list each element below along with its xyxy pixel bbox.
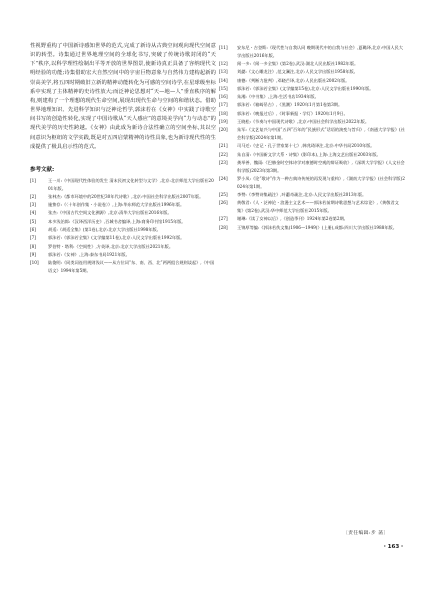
reference-item bbox=[219, 159, 405, 174]
reference-text: 李赞:《李赞诗集疏注》,叶蕙奇疏注,北京:人民文学出版社2013年版。 bbox=[237, 191, 367, 197]
reference-number: [17] bbox=[219, 102, 228, 108]
reference-item bbox=[219, 101, 405, 109]
reference-text: 陆俊明:《同类词连用规则浅议——从方位词“东、南、西、北”两两组合规则谈起》,《中国语文》1994年第5期。 bbox=[48, 260, 215, 273]
reference-number: [13] bbox=[219, 69, 228, 75]
reference-number: [11] bbox=[219, 45, 228, 50]
reference-item bbox=[30, 251, 216, 259]
reference-number: [4] bbox=[30, 210, 36, 216]
reference-number: [2] bbox=[30, 193, 36, 199]
reference-text: 罗伯特・塔利:《空间性》,方英译,北京:北京大学出版社2021年版。 bbox=[48, 243, 174, 249]
reference-item bbox=[30, 209, 216, 217]
reference-text: 朱湘:《中书集》,上海:生活书店1934年版。 bbox=[237, 94, 319, 100]
reference-number: [3] bbox=[30, 202, 36, 208]
reference-text: 黄敬君:《人・泛神论・浪漫主义艺术——郭沫若前期诗歌思想与艺术综论》,《黄敬君文集》(第2卷),武汉:华中师范大学出版社2015年版。 bbox=[237, 200, 399, 213]
editor-credit: 〔责任编辑:步 菡〕 bbox=[343, 531, 389, 536]
reference-item bbox=[219, 85, 405, 93]
reference-item bbox=[219, 77, 405, 85]
reference-item bbox=[30, 218, 216, 226]
reference-text: 龚举善、魏雨:《巴赫金时空体诗学对康德时空观的辩证吸收》,《深圳大学学报》(人文社会科学版)2023年第3期。 bbox=[237, 159, 405, 173]
reference-number: [24] bbox=[219, 175, 228, 181]
reference-number: [18] bbox=[219, 110, 228, 116]
reference-number: [15] bbox=[219, 85, 228, 91]
reference-item bbox=[219, 142, 405, 150]
reference-text: 张杰:《中国古代空间文化溯源》,北京:清华大学出版社2016年版。 bbox=[48, 210, 172, 216]
reference-number: [9] bbox=[30, 251, 36, 257]
reference-text: 郭沫若:《郭沫若全集》(文学编第15卷),北京:人民文学出版社1990年版。 bbox=[237, 85, 374, 91]
reference-text: 闻一多:《闻一多全集》(第2卷),武汉:湖北人民出版社1982年版。 bbox=[237, 61, 359, 66]
reference-text: 施蛰存:《〈十年创作集・小说卷〉》,上海:华东师范大学出版社1996年版。 bbox=[48, 202, 185, 208]
reference-number: [21] bbox=[219, 143, 228, 149]
reference-number: [1] bbox=[30, 177, 36, 183]
reference-number: [10] bbox=[30, 260, 39, 266]
reference-number: [8] bbox=[30, 243, 36, 249]
reference-item bbox=[30, 177, 216, 192]
reference-number: [20] bbox=[219, 127, 228, 133]
reference-text: 谢琳:《读了女神以后》,《创造季刊》1924年第2卷第2期。 bbox=[237, 216, 348, 222]
reference-number: [16] bbox=[219, 94, 228, 100]
reference-text: 朱军:《文艺复兴与中国“五四”百年的“民族形式”话语的演变与旨归》,《南通大学学报》(社会科学版)2024年第1期。 bbox=[237, 127, 405, 141]
reference-text: 王一川:《中国现代性体验的发生 清末民初文化转型与文学》,北京:北京师范大学出版社2001年版。 bbox=[48, 177, 214, 191]
reference-item bbox=[219, 199, 405, 214]
reference-item bbox=[30, 193, 216, 201]
reference-text: 张林杰:《都市环境中的20世纪30年代诗歌》,北京:中国社会科学出版社2007年版。 bbox=[48, 193, 204, 199]
reference-item bbox=[30, 234, 216, 242]
reference-text: 胡适:《胡适全集》(第1卷),北京:北京大学出版社1998年版。 bbox=[48, 227, 161, 233]
reference-text: 安东尼・吉登斯:《现代性与自我认同 晚期现代中的自我与社会》,夏璐译,北京:中国人民大学出版社2016年版。 bbox=[237, 45, 403, 58]
page-number: ・163・ bbox=[382, 544, 405, 550]
reference-item bbox=[219, 215, 405, 223]
reference-item bbox=[219, 151, 405, 159]
reference-number: [19] bbox=[219, 119, 228, 125]
reference-number: [28] bbox=[219, 224, 228, 230]
reference-text: 司马迁:《史记・孔子世家第十七》,韩兆琦译注,北京:中华书局2010年版。 bbox=[237, 143, 375, 149]
reference-number: [23] bbox=[219, 159, 228, 165]
references-list-right bbox=[219, 44, 405, 231]
reference-number: [5] bbox=[30, 218, 36, 224]
reference-text: 本多浅治郎:《汉译西洋历史》,百城书舍编译,上海:商务印书馆1915年版。 bbox=[48, 218, 186, 224]
reference-text: 王晓松:《节奏与中国现代诗歌》,北京:中国社会科学出版社2022年版。 bbox=[237, 119, 370, 125]
reference-number: [6] bbox=[30, 227, 36, 233]
body-paragraph: 性视野重构了中国新诗感知世界的范式,完成了新诗从古典空间观向现代空间意识的转型。诗集通过世界地理空间的全球化书写,突破了传统诗歌封闭的“天下”秩序,以科学理性绘制出平等开放的世界图景,使新诗真正具备了容纳现代文明经验的功能;诗集借助宏大自然空间中的宇宙巨物意象与自然伟力建构起新的崇高美学,将五四时期破旧立新的精神动能转化为可感的空间诗学,在星球级坐标系中实现了主体精神的史诗性放大;而泛神论思想对“天—地—人”垂直秩序的解构,则建构了一个理想的现代生命空间,展现出现代生命与空间的和谐状态。借助世界地理知识、先进科学知识与泛神论哲学,郭沫若在《女神》中实践了诗歌空间书写的创造性转化,实现了中国诗歌从“天人感应”的意境美学向“力与动态”的现代美学的历史性跨越。《女神》由此成为新诗合法性确立的空间坐标,其以空间意识为枢纽的文学实践,既是对五四启蒙精神的诗性具象,也为新诗现代性的生成提供了极具启示性的范式。 bbox=[30, 43, 216, 150]
reference-number: [22] bbox=[219, 151, 228, 157]
reference-text: 郭沫若:《箱崎吊古》,《黑潮》1920年1月第1卷第3期。 bbox=[237, 102, 343, 108]
reference-item bbox=[219, 118, 405, 126]
reference-item bbox=[219, 68, 405, 76]
reference-number: [12] bbox=[219, 61, 228, 66]
reference-item bbox=[219, 224, 405, 232]
reference-text: 郭沫若:《晚报过后》,《时事新报・学灯》1920年1月9日。 bbox=[237, 110, 348, 116]
reference-item bbox=[30, 243, 216, 251]
reference-text: 康德:《判断力批判》,邓晓芒译,北京:人民出版社2002年版。 bbox=[237, 77, 350, 83]
reference-text: 刘勰:《文心雕龙注》,范文澜注,北京:人民文学出版社1958年版。 bbox=[237, 69, 358, 75]
reference-text: 朱自清:《中国新文学大系・诗集》(影印本),上海:上海文艺出版社2003年版。 bbox=[237, 151, 381, 157]
reference-text: 罗小凤:《论“歌诗”作为一种古典诗传统的再发现与重构》,《湖南大学学报》(社会科学版)2024年第1期。 bbox=[237, 175, 405, 189]
reference-item bbox=[30, 226, 216, 234]
reference-number: [14] bbox=[219, 77, 228, 83]
reference-text: 王锦厚等编:《郭沫若佚文集(1906—1949)》(上册),成都:四川大学出版社1988年版。 bbox=[237, 224, 397, 230]
reference-text: 郭沫若:《女神》,上海:泰东书局1921年版。 bbox=[48, 251, 130, 257]
reference-item bbox=[219, 44, 405, 59]
reference-item bbox=[219, 93, 405, 101]
reference-item bbox=[30, 259, 216, 274]
reference-item bbox=[30, 201, 216, 209]
reference-item bbox=[219, 126, 405, 141]
reference-number: [25] bbox=[219, 191, 228, 197]
references-heading: 参考文献: bbox=[30, 166, 55, 173]
reference-number: [27] bbox=[219, 216, 228, 222]
reference-item bbox=[219, 175, 405, 190]
references-list-left bbox=[30, 177, 216, 275]
reference-text: 郭沫若:《郭沫若全集》(文学编第11卷),北京:人民文学出版社1992年版。 bbox=[48, 235, 185, 241]
right-column bbox=[219, 44, 405, 232]
reference-number: [26] bbox=[219, 200, 228, 206]
left-column bbox=[30, 42, 216, 275]
reference-item bbox=[219, 110, 405, 118]
reference-item bbox=[219, 191, 405, 199]
reference-item bbox=[219, 60, 405, 68]
reference-number: [7] bbox=[30, 235, 36, 241]
